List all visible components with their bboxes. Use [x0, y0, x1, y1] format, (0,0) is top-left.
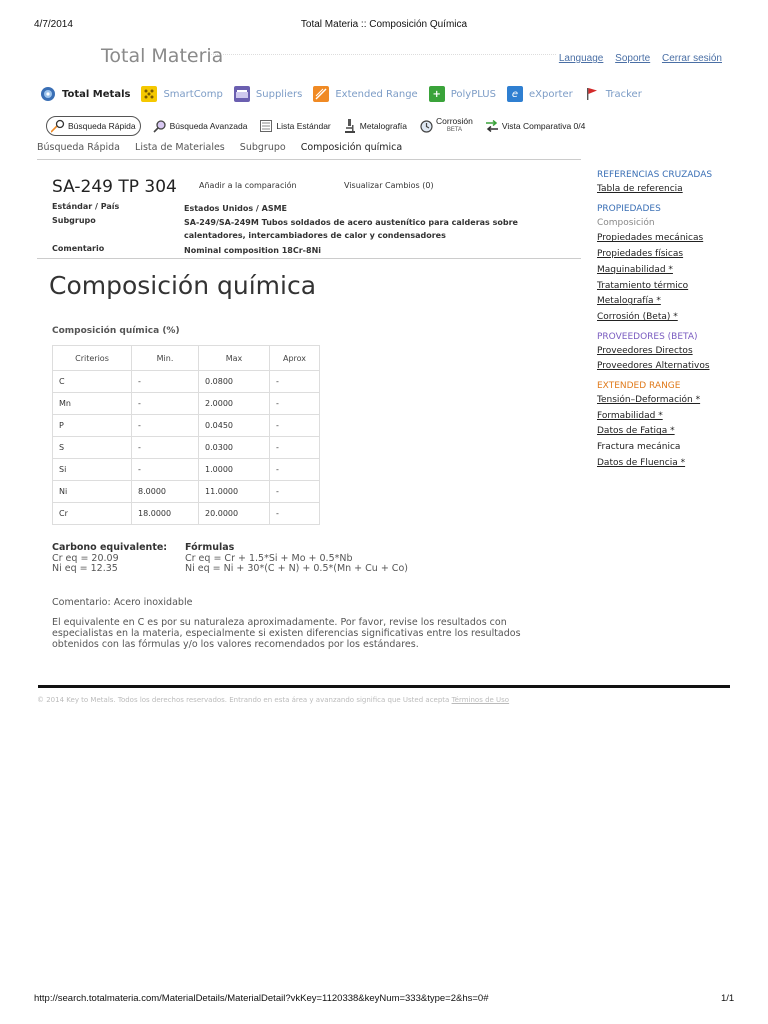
breadcrumb-quick-search[interactable]: Búsqueda Rápida: [37, 142, 120, 153]
composition-table: [52, 345, 320, 525]
sidebar-section-title: REFERENCIAS CRUZADAS: [597, 170, 713, 180]
print-page-number: 1/1: [721, 993, 735, 1004]
sidebar-item[interactable]: Propiedades físicas: [597, 249, 684, 260]
tool-label: Búsqueda Rápida: [68, 121, 136, 131]
table-cell: 0.0800: [199, 371, 270, 393]
subgroup-label: Subgrupo: [52, 216, 96, 225]
quick-search-button[interactable]: [46, 116, 141, 136]
table-row: [53, 503, 320, 525]
cr-formula: Cr eq = Cr + 1.5*Si + Mo + 0.5*Nb: [185, 552, 353, 564]
footer: [37, 696, 509, 704]
sidebar-item[interactable]: Proveedores Directos: [597, 345, 693, 356]
column-header: Criterios: [53, 346, 132, 371]
ni-eq-value: Ni eq = 12.35: [52, 563, 118, 574]
sidebar-item[interactable]: Tabla de referencia: [597, 184, 683, 194]
table-cell: 0.0450: [199, 415, 270, 437]
divider: [37, 258, 581, 259]
sidebar-item: Composición: [597, 217, 655, 228]
table-cell: -: [270, 371, 320, 393]
product-label: Tracker: [605, 88, 642, 100]
table-cell: -: [270, 393, 320, 415]
column-header: Max: [199, 346, 270, 371]
advanced-search-button[interactable]: [153, 119, 248, 133]
table-cell: 1.0000: [199, 459, 270, 481]
table-cell: Ni: [53, 481, 132, 503]
copyright-text: © 2014 Key to Metals. Todos los derechos reservados. Entrando en esta área y avanzando significa que Usted acepta: [37, 696, 450, 704]
sidebar-item[interactable]: Corrosión (Beta) *: [597, 311, 678, 322]
standard-value: Estados Unidos / ASME: [184, 204, 288, 213]
product-exporter[interactable]: [507, 84, 573, 104]
column-header: Min.: [132, 346, 199, 371]
table-cell: -: [132, 371, 199, 393]
comment-label: Comentario: [52, 244, 105, 253]
product-smartcomp[interactable]: [141, 84, 222, 104]
table-row: [53, 459, 320, 481]
cr-eq-value: Cr eq = 20.09: [52, 552, 119, 564]
divider: [37, 159, 581, 160]
logout-link[interactable]: Cerrar sesión: [661, 53, 722, 64]
table-cell: -: [132, 459, 199, 481]
exporter-icon: e: [507, 86, 523, 102]
product-label: eXporter: [528, 88, 573, 100]
table-cell: C: [53, 371, 132, 393]
table-cell: -: [270, 503, 320, 525]
comment-value: Nominal composition 18Cr-8Ni: [184, 246, 322, 255]
print-date: 4/7/2014: [34, 19, 73, 30]
metallography-button[interactable]: [343, 119, 407, 133]
table-row: [53, 415, 320, 437]
table-cell: -: [270, 437, 320, 459]
sidebar-item[interactable]: Propiedades mecánicas: [597, 233, 704, 244]
globe-icon: [40, 86, 56, 102]
carbon-equivalent: [52, 543, 167, 575]
beta-tag: BETA: [446, 127, 463, 133]
table-cell: -: [270, 415, 320, 437]
magnifier-icon: [51, 119, 65, 133]
tool-label: Lista Estándar: [276, 121, 331, 131]
material-name: SA-249 TP 304: [52, 177, 177, 197]
corrosion-icon: [419, 119, 433, 133]
smartcomp-icon: [141, 86, 157, 102]
view-changes-link[interactable]: Visualizar Cambios (0): [344, 181, 434, 190]
plus-icon: +: [429, 86, 445, 102]
page-title: Composición química: [49, 271, 317, 300]
print-url: http://search.totalmateria.com/MaterialDetails/MaterialDetail?vkKey=1120338&keyNum=333&type=2&hs=0#: [34, 993, 489, 1004]
product-suppliers[interactable]: [234, 84, 302, 104]
table-cell: Cr: [53, 503, 132, 525]
list-icon: [259, 119, 273, 133]
table-cell: Mn: [53, 393, 132, 415]
table-cell: -: [270, 459, 320, 481]
product-bar: [40, 84, 653, 104]
table-cell: 8.0000: [132, 481, 199, 503]
support-link[interactable]: Soporte: [615, 53, 651, 64]
table-cell: 2.0000: [199, 393, 270, 415]
sidebar-item[interactable]: Tensión–Deformación *: [597, 395, 701, 406]
sidebar-item[interactable]: Formabilidad *: [597, 410, 663, 421]
column-header: Aprox: [270, 346, 320, 371]
table-cell: 18.0000: [132, 503, 199, 525]
material-comment: Comentario: Acero inoxidable: [52, 597, 193, 608]
disclaimer: El equivalente en C es por su naturaleza aproximadamente. Por favor, revise los resultados con especialistas en la materia, especialmente si existen diferencias significativas entre los resultados obtenidos con las fórmulas y/o los valores recomendados por los estándares.: [52, 617, 521, 650]
product-label: Total Metals: [62, 88, 131, 100]
brand-logo[interactable]: Total Materia: [101, 45, 224, 67]
compare-view-button[interactable]: [485, 119, 585, 133]
print-title: Total Materia :: Composición Química: [300, 19, 468, 30]
sidebar: [597, 164, 737, 472]
suppliers-icon: [234, 86, 250, 102]
table-row: [53, 437, 320, 459]
footer-divider: [38, 685, 730, 688]
terms-link[interactable]: Términos de Uso: [451, 696, 510, 704]
formulas-title: Fórmulas: [185, 542, 235, 553]
table-cell: 0.0300: [199, 437, 270, 459]
sidebar-item[interactable]: Fractura mecánica: [597, 442, 681, 453]
table-cell: 11.0000: [199, 481, 270, 503]
sidebar-section-title: PROVEEDORES (BETA): [597, 331, 698, 342]
sidebar-item[interactable]: Metalografía *: [597, 296, 661, 307]
table-cell: -: [270, 481, 320, 503]
flag-icon: [584, 86, 600, 102]
formulas: [185, 543, 408, 575]
table-caption: Composición química (%): [52, 326, 180, 336]
table-cell: S: [53, 437, 132, 459]
ni-formula: Ni eq = Ni + 30*(C + N) + 0.5*(Mn + Cu + Co): [185, 563, 408, 574]
extended-range-icon: [313, 86, 329, 102]
top-links: [550, 53, 722, 64]
product-label: Suppliers: [255, 88, 303, 100]
table-cell: -: [132, 437, 199, 459]
product-total-metals[interactable]: [40, 84, 130, 104]
microscope-icon: [343, 119, 357, 133]
language-link[interactable]: Language: [558, 53, 604, 64]
equiv-title: Carbono equivalente:: [52, 542, 168, 553]
table-row: [53, 393, 320, 415]
tool-label: Búsqueda Avanzada: [169, 121, 248, 131]
add-to-compare-link[interactable]: Añadir a la comparación: [199, 181, 297, 190]
magnifier-icon: [153, 119, 167, 133]
tool-label: Corrosión: [436, 116, 473, 126]
sidebar-section-title: EXTENDED RANGE: [597, 381, 681, 392]
tool-label: Metalografía: [359, 121, 408, 131]
sidebar-item[interactable]: Datos de Fatiga *: [597, 426, 675, 437]
corrosion-text: [436, 117, 473, 135]
table-cell: -: [132, 415, 199, 437]
sidebar-item[interactable]: Datos de Fluencia *: [597, 457, 686, 468]
breadcrumb-material-list[interactable]: Lista de Materiales: [135, 142, 225, 153]
breadcrumb: [37, 142, 414, 153]
standard-list-button[interactable]: [259, 119, 330, 133]
subgroup-value: SA-249/SA-249M Tubos soldados de acero austenítico para calderas sobre calentadores, intercambiadores de calor y condensadores: [184, 218, 518, 240]
table-row: [53, 371, 320, 393]
sidebar-section-title: PROPIEDADES: [597, 203, 661, 214]
product-label: PolyPLUS: [450, 88, 496, 100]
table-cell: -: [132, 393, 199, 415]
compare-arrows-icon: [485, 119, 499, 133]
product-label: Extended Range: [335, 88, 418, 100]
product-polyplus[interactable]: [429, 84, 496, 104]
table-cell: 20.0000: [199, 503, 270, 525]
sidebar-item[interactable]: Proveedores Alternativos: [597, 361, 710, 372]
search-toolbar: [46, 114, 597, 138]
corrosion-button[interactable]: [419, 117, 473, 135]
sidebar-item[interactable]: Maquinabilidad *: [597, 264, 673, 275]
product-extended-range[interactable]: [313, 84, 417, 104]
table-cell: Si: [53, 459, 132, 481]
standard-label: Estándar / País: [52, 202, 120, 211]
breadcrumb-subgroup[interactable]: Subgrupo: [239, 142, 286, 153]
product-label: SmartComp: [163, 88, 223, 100]
sidebar-item[interactable]: Tratamiento térmico: [597, 280, 689, 291]
table-cell: P: [53, 415, 132, 437]
breadcrumb-current: Composición química: [300, 142, 403, 153]
tool-label: Vista Comparativa 0/4: [501, 121, 586, 131]
table-row: [53, 481, 320, 503]
brand-tagline: [211, 54, 556, 58]
product-tracker[interactable]: [584, 84, 642, 104]
table-header-row: [53, 346, 320, 371]
